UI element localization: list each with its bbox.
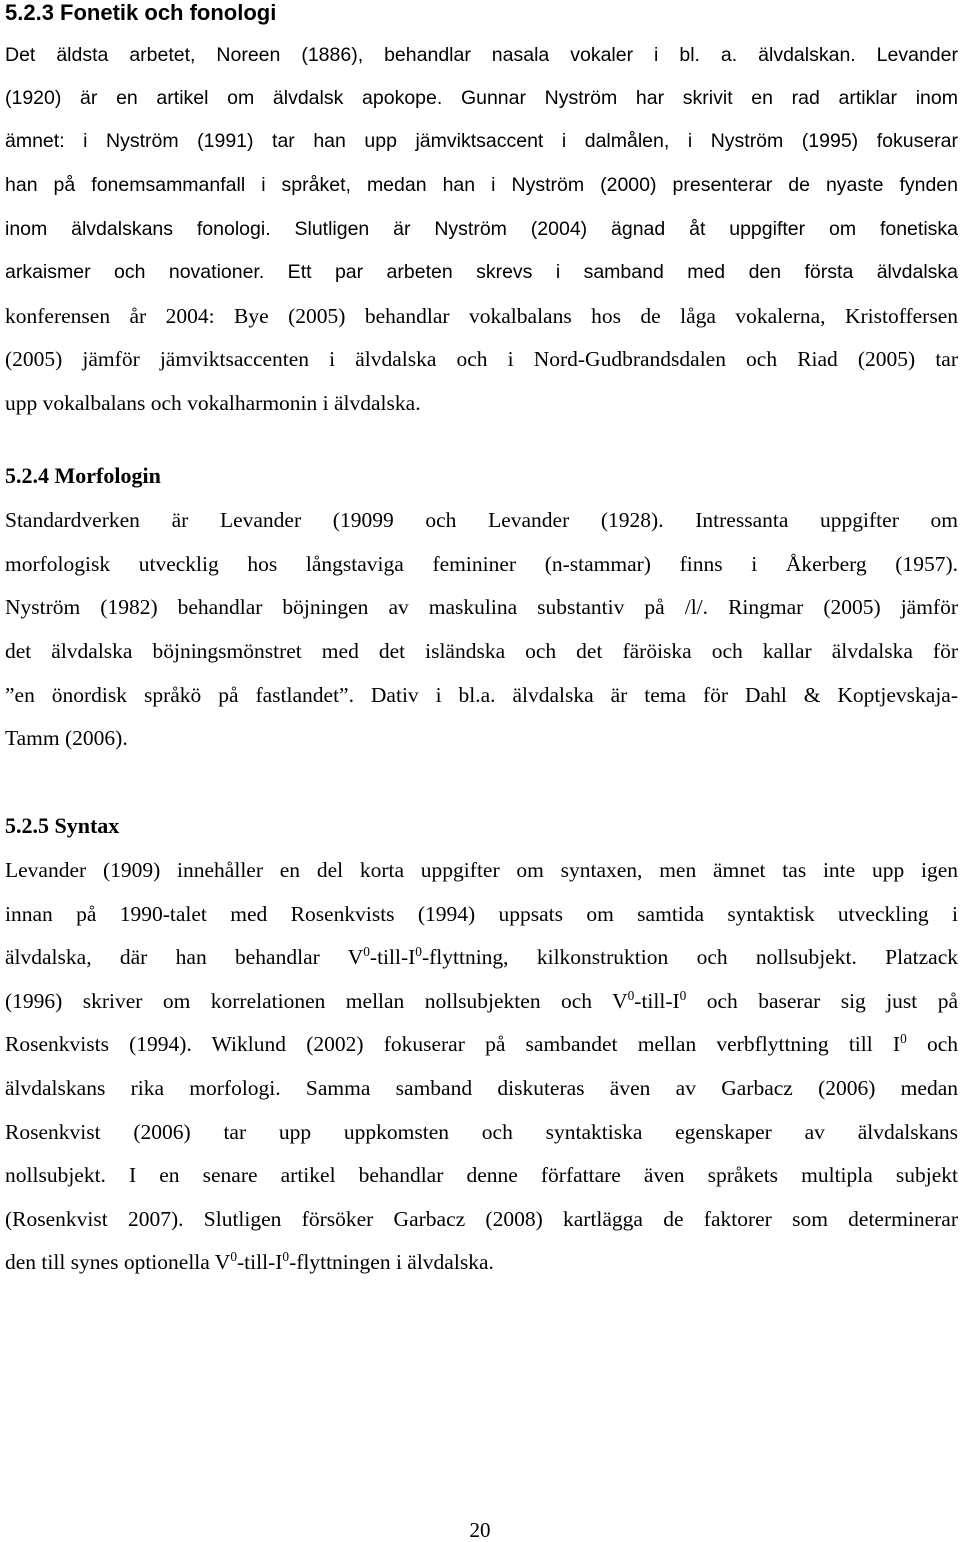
paragraph-line — [5, 1247, 958, 1277]
paragraph-line: det älvdalska böjningsmönstret med det isländska och det färöiska och kallar älvdalska för — [5, 639, 958, 663]
superscript: 0 — [363, 943, 370, 959]
paragraph-line: innan på 1990-talet med Rosenkvists (1994) uppsats om samtida syntaktisk utveckling i — [5, 902, 958, 926]
paragraph-line: arkaismer och novationer. Ett par arbeten skrevs i samband med den första älvdalska — [5, 261, 958, 283]
text-run: (1996) skriver om korrelationen mellan nollsubjekten och V — [5, 989, 628, 1013]
text-run: den till synes optionella V — [5, 1250, 231, 1274]
paragraph-line: ämnet: i Nyström (1991) tar han upp jämviktsaccent i dalmålen, i Nyström (1995) fokuserar — [5, 130, 958, 152]
text-run: älvdalska, där han behandlar V — [5, 945, 364, 969]
paragraph-line: Levander (1909) innehåller en del korta uppgifter om syntaxen, men ämnet tas inte upp igen — [5, 858, 958, 882]
paragraph-line: älvdalskans rika morfologi. Samma samband diskuteras även av Garbacz (2006) medan — [5, 1076, 958, 1100]
superscript: 0 — [679, 987, 687, 1003]
paragraph-line: inom älvdalskans fonologi. Slutligen är Nyström (2004) ägnad åt uppgifter om fonetiska — [5, 218, 958, 240]
text-run: -till-I — [369, 945, 416, 969]
paragraph-line: nollsubjekt. I en senare artikel behandlar denne författare även språkets multipla subjekt — [5, 1163, 958, 1187]
superscript: 0 — [282, 1248, 290, 1264]
superscript: 0 — [415, 943, 422, 959]
paragraph-line: han på fonemsammanfall i språket, medan han i Nyström (2000) presenterar de nyaste fynden — [5, 174, 958, 196]
superscript: 0 — [627, 987, 635, 1003]
paragraph-line: (1920) är en artikel om älvdalsk apokope. Gunnar Nyström har skrivit en rad artiklar inom — [5, 87, 958, 109]
superscript: 0 — [900, 1030, 907, 1046]
paragraph-line: morfologisk utvecklig hos långstaviga femininer (n-stammar) finns i Åkerberg (1957). — [5, 552, 958, 576]
paragraph-line — [5, 1029, 958, 1059]
superscript: 0 — [230, 1248, 238, 1264]
paragraph-line — [5, 942, 958, 972]
text-run: Rosenkvists (1994). Wiklund (2002) fokuserar på sambandet mellan verbflyttning till I — [5, 1032, 901, 1056]
paragraph-line: upp vokalbalans och vokalharmonin i älvdalska. — [5, 391, 421, 415]
paragraph-line: (Rosenkvist 2007). Slutligen försöker Garbacz (2008) kartlägga de faktorer som determinerar — [5, 1207, 958, 1231]
paragraph-line: Rosenkvist (2006) tar upp uppkomsten och syntaktiska egenskaper av älvdalskans — [5, 1120, 958, 1144]
page-number: 20 — [469, 1518, 491, 1542]
paragraph-line: (2005) jämför jämviktsaccenten i älvdalska och i Nord-Gudbrandsdalen och Riad (2005) tar — [5, 347, 958, 371]
text-run: -flyttningen i älvdalska. — [289, 1250, 494, 1274]
text-run: och baserar sig just på — [686, 989, 958, 1013]
paragraph-line: ”en önordisk språkö på fastlandet”. Dativ i bl.a. älvdalska är tema för Dahl & Koptjevskaja- — [5, 683, 958, 707]
section-heading-fonetik: 5.2.3 Fonetik och fonologi — [5, 0, 277, 25]
text-run: -till-I — [237, 1250, 283, 1274]
section-heading-morfologin: 5.2.4 Morfologin — [5, 463, 161, 488]
paragraph-line: Nyström (1982) behandlar böjningen av maskulina substantiv på /l/. Ringmar (2005) jämför — [5, 595, 958, 619]
paragraph-line: Standardverken är Levander (19099 och Levander (1928). Intressanta uppgifter om — [5, 508, 958, 532]
paragraph-line: Tamm (2006). — [5, 726, 128, 750]
paragraph-line: konferensen år 2004: Bye (2005) behandlar vokalbalans hos de låga vokalerna, Kristoffersen — [5, 304, 958, 328]
paragraph-line — [5, 986, 958, 1016]
text-run: och — [906, 1032, 959, 1056]
text-run: -flyttning, kilkonstruktion och nollsubjekt. Platzack — [421, 945, 958, 969]
text-run: -till-I — [634, 989, 680, 1013]
paragraph-line: Det äldsta arbetet, Noreen (1886), behandlar nasala vokaler i bl. a. älvdalskan. Levander — [5, 44, 958, 66]
section-heading-syntax: 5.2.5 Syntax — [5, 813, 120, 838]
